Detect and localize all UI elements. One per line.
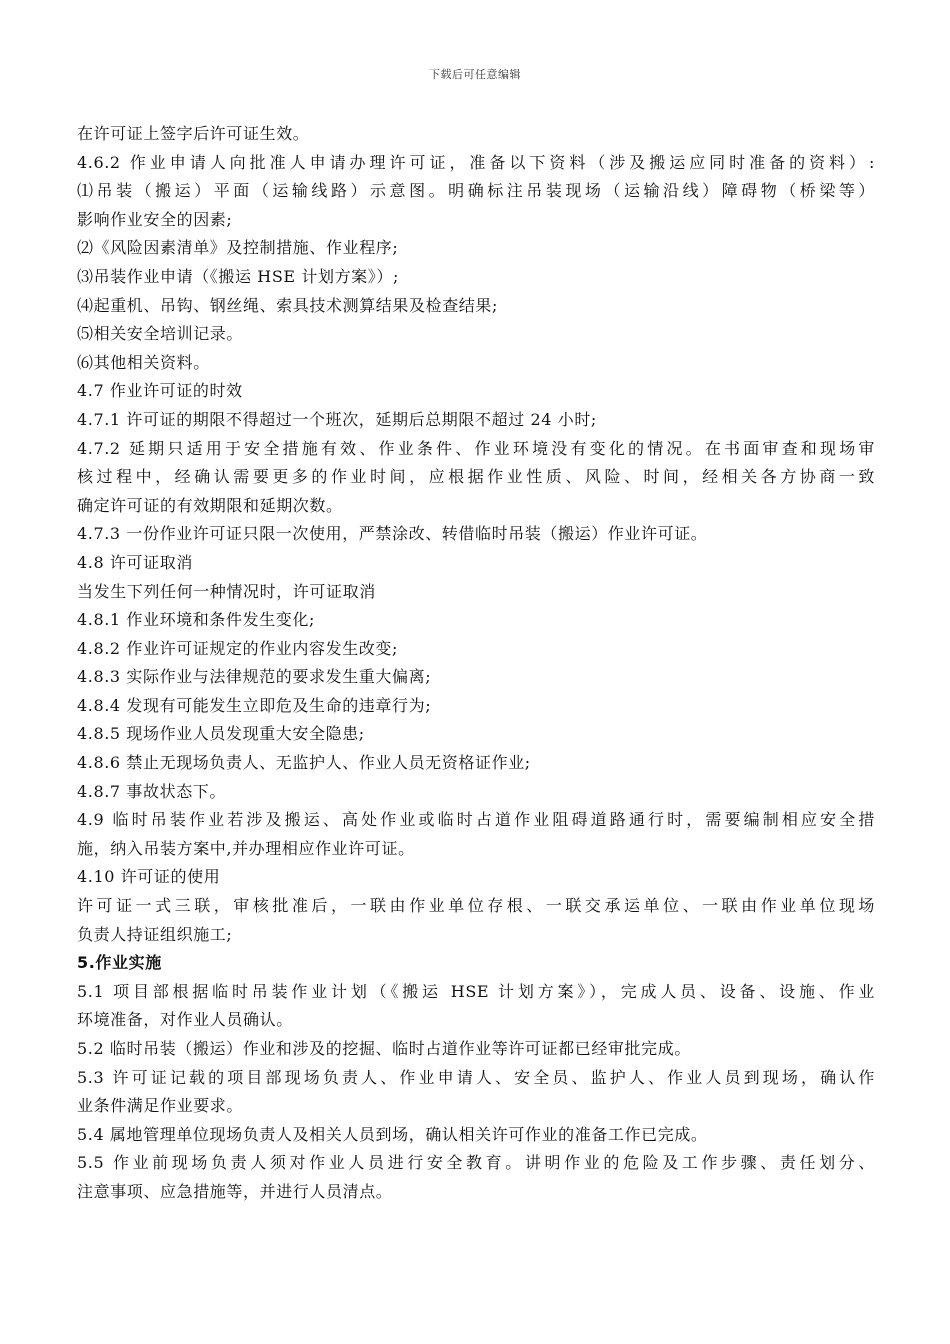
text-line: ⑶吊装作业申请（《搬运 HSE 计划方案》）; xyxy=(77,266,399,286)
text-line: 4.8.3 实际作业与法律规范的要求发生重大偏离; xyxy=(77,667,432,687)
text-line: 4.6.2 作业申请人向批准人申请办理许可证，准备以下资料（涉及搬运应同时准备的资料）: xyxy=(77,152,875,172)
text-line: 5.3 许可证记载的项目部现场负责人、作业申请人、安全员、监护人、作业人员到现场，确认作 xyxy=(77,1067,875,1087)
text-line: 4.7 作业许可证的时效 xyxy=(77,381,243,401)
text-line: 4.7.1 许可证的期限不得超过一个班次，延期后总期限不超过 24 小时; xyxy=(77,409,597,429)
text-line: 4.8 许可证取消 xyxy=(77,552,193,572)
text-line: 环境准备，对作业人员确认。 xyxy=(77,1010,293,1030)
text-line: 注意事项、应急措施等，并进行人员清点。 xyxy=(77,1181,393,1201)
text-line: 4.7.3 一份作业许可证只限一次使用，严禁涂改、转借临时吊装（搬运）作业许可证。 xyxy=(77,524,708,544)
text-line: 许可证一式三联，审核批准后，一联由作业单位存根、一联交承运单位、一联由作业单位现场 xyxy=(77,896,875,916)
text-line: 确定许可证的有效期限和延期次数。 xyxy=(77,495,343,515)
text-line: 4.10 许可证的使用 xyxy=(77,867,221,887)
text-line: 核过程中，经确认需要更多的作业时间，应根据作业性质、风险、时间，经相关各方协商一致 xyxy=(77,467,875,487)
text-line: 5.4 属地管理单位现场负责人及相关人员到场，确认相关许可作业的准备工作已完成。 xyxy=(77,1124,708,1144)
text-line: ⑵《风险因素清单》及控制措施、作业程序; xyxy=(77,238,399,258)
text-line: 4.9 临时吊装作业若涉及搬运、高处作业或临时占道作业阻碍道路通行时，需要编制相应安全措 xyxy=(77,810,875,830)
text-line: ⑸相关安全培训记录。 xyxy=(77,324,244,344)
text-line: 5.2 临时吊装（搬运）作业和涉及的挖掘、临时占道作业等许可证都已经审批完成。 xyxy=(77,1039,691,1058)
text-line: 负责人持证组织施工; xyxy=(77,924,233,944)
text-line: 4.8.5 现场作业人员发现重大安全隐患; xyxy=(77,724,365,744)
text-line: 当发生下列任何一种情况时，许可证取消 xyxy=(77,581,376,601)
text-line: 4.8.1 作业环境和条件发生变化; xyxy=(77,610,315,630)
text-line: 4.8.2 作业许可证规定的作业内容发生改变; xyxy=(77,638,398,658)
text-line: 4.8.7 事故状态下。 xyxy=(77,781,226,801)
section-heading: 5.作业实施 xyxy=(77,953,162,973)
text-line: 5.1 项目部根据临时吊装作业计划（《搬运 HSE 计划方案》），完成人员、设备、设施、作业 xyxy=(77,981,875,1001)
text-line: 4.7.2 延期只适用于安全措施有效、作业条件、作业环境没有变化的情况。在书面审查和现场审 xyxy=(77,438,875,458)
text-line: ⑴吊装（搬运）平面（运输线路）示意图。明确标注吊装现场（运输沿线）障碍物（桥梁等） xyxy=(77,181,875,201)
text-line: 施，纳入吊装方案中,并办理相应作业许可证。 xyxy=(77,838,415,858)
document-body xyxy=(77,120,875,1207)
text-line: 4.8.4 发现有可能发生立即危及生命的违章行为; xyxy=(77,695,432,715)
text-line: 5.5 作业前现场负责人须对作业人员进行安全教育。讲明作业的危险及工作步骤、责任划分、 xyxy=(77,1153,875,1173)
text-line: ⑹其他相关资料。 xyxy=(77,352,210,372)
text-line: 影响作业安全的因素; xyxy=(77,209,233,229)
text-line: 4.8.6 禁止无现场负责人、无监护人、作业人员无资格证作业; xyxy=(77,753,531,773)
page-header: 下载后可任意编辑 xyxy=(429,68,521,81)
text-line: 在许可证上签字后许可证生效。 xyxy=(77,124,310,143)
text-line: 业条件满足作业要求。 xyxy=(77,1096,244,1116)
text-line: ⑷起重机、吊钩、钢丝绳、索具技术测算结果及检查结果; xyxy=(77,295,498,315)
